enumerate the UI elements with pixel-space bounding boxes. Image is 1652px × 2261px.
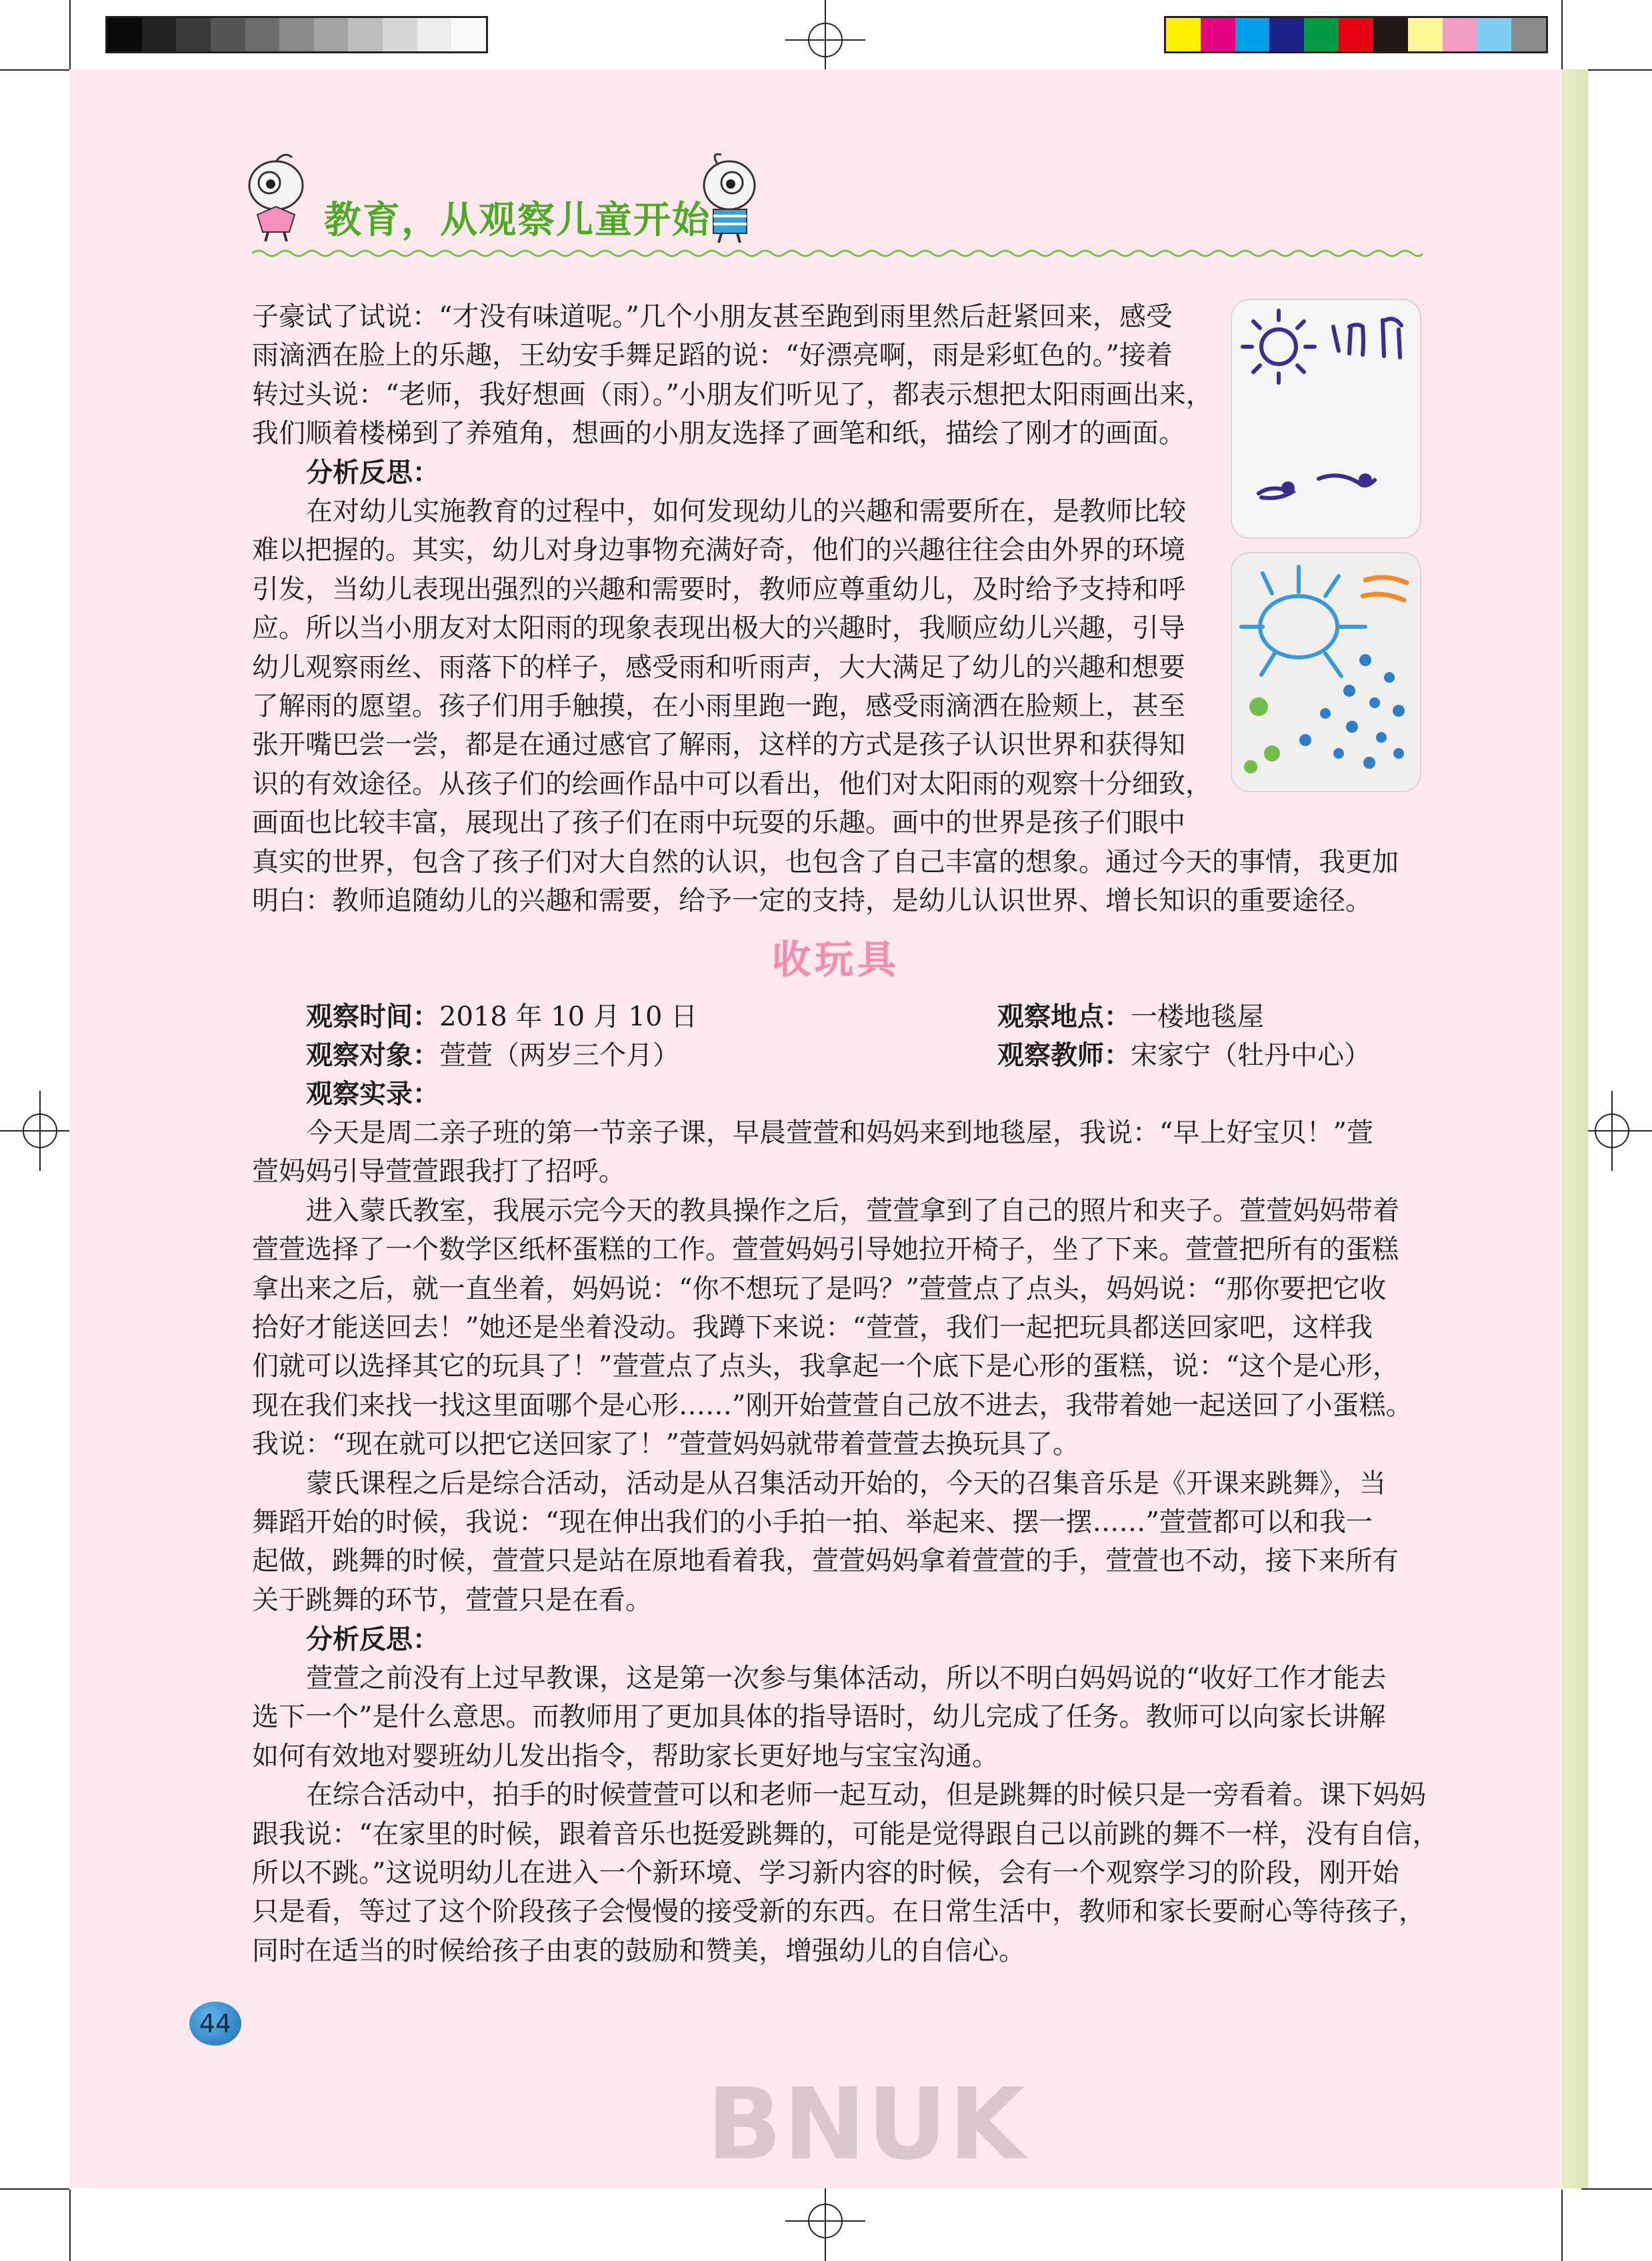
analysis-line: 只是看，等过了这个阶段孩子会慢慢的接受新的东西。在日常生活中，教师和家长要耐心等待孩子， (252, 1896, 1425, 1928)
crop-mark (0, 2188, 69, 2190)
crop-mark (1581, 2188, 1652, 2190)
analysis-line: 所以不跳。”这说明幼儿在进入一个新环境、学习新内容的时候，会有一个观察学习的阶段，刚开始 (252, 1858, 1399, 1889)
article1-analysis-label: 分析反思： (306, 457, 439, 488)
record-line: 进入蒙氏教室，我展示完今天的教具操作之后，萱萱拿到了自己的照片和夹子。萱萱妈妈带着 (306, 1195, 1399, 1226)
record-line: 关于跳舞的环节，萱萱只是在看。 (252, 1584, 652, 1616)
watermark: BNUK (707, 2067, 1027, 2182)
crop-mark (0, 69, 69, 71)
record-line: 今天是周二亲子班的第一节亲子课，早晨萱萱和妈妈来到地毯屋，我说：“早上好宝贝！”萱 (306, 1117, 1373, 1148)
page-edge-strip (1561, 69, 1588, 2188)
crop-mark (1561, 0, 1563, 69)
article1-analysis-line: 在对幼儿实施教育的过程中，如何发现幼儿的兴趣和需要所在，是教师比较 (306, 496, 1186, 527)
crop-mark (69, 0, 71, 69)
registration-mark-top (785, 0, 865, 80)
analysis-line: 同时在适当的时候给孩子由衷的鼓励和赞美，增强幼儿的自信心。 (252, 1935, 1025, 1966)
article1-analysis-line: 引发，当幼儿表现出强烈的兴趣和需要时，教师应尊重幼儿，及时给予支持和呼 (252, 573, 1185, 605)
analysis-line: 萱萱之前没有上过早教课，这是第一次参与集体活动，所以不明白妈妈说的“收好工作才能去 (306, 1663, 1387, 1694)
article2-record-body (252, 1113, 1423, 1620)
article1-analysis-line: 幼儿观察雨丝、雨落下的样子，感受雨和听雨声，大大满足了幼儿的兴趣和想要 (252, 651, 1185, 683)
crop-mark (69, 2190, 71, 2261)
article1-line: 雨滴洒在脸上的乐趣，王幼安手舞足蹈的说：“好漂亮啊，雨是彩虹色的。”接着 (252, 340, 1173, 371)
registration-mark-bottom (785, 2181, 865, 2261)
observation-subject-label: 观察对象： (306, 1039, 439, 1071)
record-line: 们就可以选择其它的玩具了！”萱萱点了点头，我拿起一个底下是心形的蛋糕，说：“这个是心形， (252, 1351, 1399, 1382)
record-line: 蒙氏课程之后是综合活动，活动是从召集活动开始的，今天的召集音乐是《开课来跳舞》，当 (306, 1468, 1386, 1499)
record-line: 现在我们来找一找这里面哪个是心形……”刚开始萱萱自己放不进去，我带着她一起送回了小蛋糕。 (252, 1390, 1413, 1421)
observation-time-label: 观察时间： (306, 1001, 439, 1032)
registration-mark-left (0, 1091, 80, 1171)
grayscale-color-bar (105, 16, 488, 53)
analysis-line: 如何有效地对婴班幼儿发出指令，帮助家长更好地与宝宝沟通。 (252, 1740, 999, 1772)
boy-mascot-icon (691, 151, 771, 244)
girl-mascot-icon (237, 151, 317, 244)
analysis-line: 跟我说：“在家里的时候，跟着音乐也挺爱跳舞的，可能是觉得跟自己以前跳的舞不一样，没有自信， (252, 1818, 1439, 1850)
article1-analysis-line: 了解雨的愿望。孩子们用手触摸，在小雨里跑一跑，感受雨滴洒在脸颊上，甚至 (252, 691, 1185, 722)
cmyk-color-bar (1164, 16, 1548, 53)
observation-teacher-label: 观察教师： (997, 1039, 1131, 1071)
observation-teacher-value: 宋家宁（牡丹中心） (1131, 1040, 1371, 1071)
article1-analysis-line: 张开嘴巴尝一尝，都是在通过感官了解雨，这样的方式是孩子认识世界和获得知 (252, 729, 1185, 761)
analysis-line: 在综合活动中，拍手的时候萱萱可以和老师一起互动，但是跳舞的时候只是一旁看着。课下妈妈 (306, 1780, 1426, 1811)
article1-analysis-line: 应。所以当小朋友对太阳雨的现象表现出极大的兴趣时，我顺应幼儿兴趣，引导 (252, 613, 1185, 644)
record-line: 萱萱选择了一个数学区纸杯蛋糕的工作。萱萱妈妈引导她拉开椅子，坐了下来。萱萱把所有的蛋糕 (252, 1234, 1399, 1266)
article1-line: 子豪试了试说：“才没有味道呢。”几个小朋友甚至跑到雨里然后赶紧回来，感受 (252, 301, 1173, 332)
article1-analysis-line: 画面也比较丰富，展现出了孩子们在雨中玩耍的乐趣。画中的世界是孩子们眼中 (252, 807, 1185, 839)
observation-record-label: 观察实录： (306, 1078, 439, 1109)
article2-title: 收玩具 (772, 937, 901, 982)
child-drawing-photo-1 (1232, 300, 1420, 537)
record-line: 萱妈妈引导萱萱跟我打了招呼。 (252, 1156, 625, 1188)
article1-analysis-line: 真实的世界，包含了孩子们对大自然的认识，也包含了自己丰富的想象。通过今天的事情，我更加 (252, 846, 1399, 877)
article1-analysis-line: 难以把握的。其实，幼儿对身边事物充满好奇，他们的兴趣往往会由外界的环境 (252, 535, 1185, 566)
observation-subject-value: 萱萱（两岁三个月） (439, 1040, 679, 1071)
child-drawing-photo-2 (1232, 553, 1420, 791)
header-divider (252, 248, 1423, 259)
record-line: 我说：“现在就可以把它送回家了！”萱萱妈妈就带着萱萱去换玩具了。 (252, 1429, 1079, 1460)
article1-line: 我们顺着楼梯到了养殖角，想画的小朋友选择了画笔和纸，描绘了刚才的画面。 (252, 418, 1185, 449)
record-line: 拾好才能送回去！”她还是坐着没动。我蹲下来说：“萱萱，我们一起把玩具都送回家吧，这样我 (252, 1312, 1373, 1344)
article1-opening-paragraph (252, 297, 1213, 453)
observation-place-value: 一楼地毯屋 (1131, 1001, 1264, 1032)
article1-analysis-line: 识的有效途径。从孩子们的绘画作品中可以看出，他们对太阳雨的观察十分细致， (252, 768, 1212, 799)
observation-time-value: 2018 年 10 月 10 日 (439, 1001, 698, 1032)
analysis-line: 选下一个”是什么意思。而教师用了更加具体的指导语时，幼儿完成了任务。教师可以向家长讲解 (252, 1702, 1386, 1733)
article1-line: 转过头说：“老师，我好想画（雨）。”小朋友们听见了，都表示想把太阳雨画出来， (252, 379, 1213, 410)
record-line: 起做，跳舞的时候，萱萱只是站在原地看着我，萱萱妈妈拿着萱萱的手，萱萱也不动，接下来所有 (252, 1546, 1399, 1577)
page-number: 44 (189, 2002, 241, 2046)
article1-analysis-line: 明白：教师追随幼儿的兴趣和需要，给予一定的支持，是幼儿认识世界、增长知识的重要途径。 (252, 885, 1372, 917)
record-line: 拿出来之后，就一直坐着，妈妈说：“你不想玩了是吗？”萱萱点了点头，妈妈说：“那你要把它收 (252, 1273, 1387, 1304)
article2-analysis-body (252, 1659, 1439, 1970)
article1-analysis-paragraph (252, 492, 1399, 920)
article2-analysis-label: 分析反思： (306, 1624, 439, 1655)
observation-place-label: 观察地点： (997, 1001, 1131, 1032)
crop-mark (1581, 69, 1652, 71)
crop-mark (1561, 2190, 1563, 2261)
record-line: 舞蹈开始的时候，我说：“现在伸出我们的小手拍一拍、举起来、摆一摆……”萱萱都可以和我一 (252, 1507, 1373, 1538)
header-title: 教育，从观察儿童开始 (324, 199, 711, 242)
